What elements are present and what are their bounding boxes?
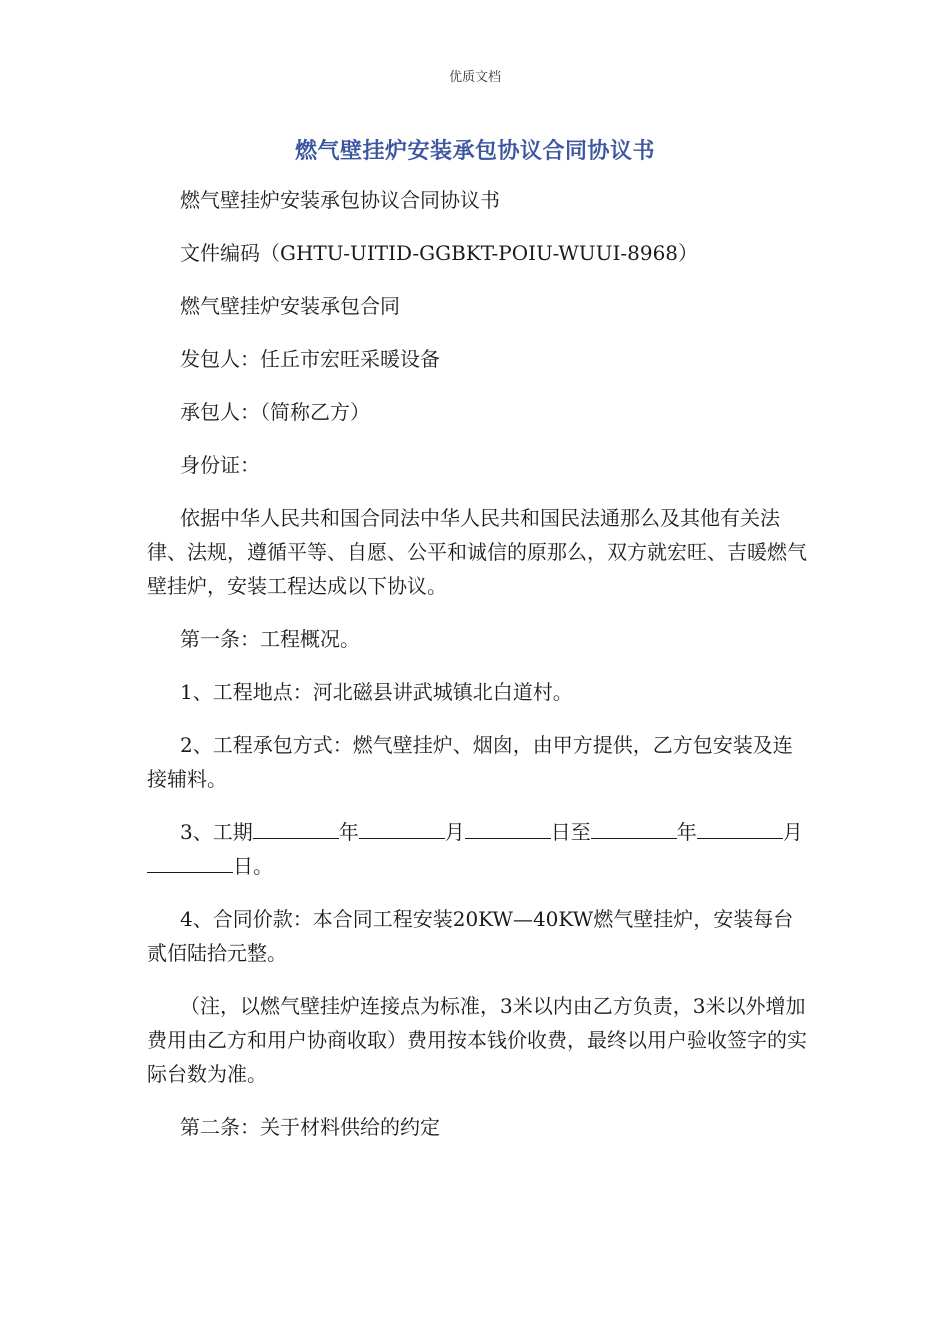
paragraph-subtitle: 燃气壁挂炉安装承包协议合同协议书 bbox=[180, 188, 500, 212]
blank-line bbox=[253, 818, 339, 839]
duration-year-1: 年 bbox=[338, 820, 359, 844]
duration-prefix: 3、工期 bbox=[180, 820, 253, 844]
document-title: 燃气壁挂炉安装承包协议合同协议书 bbox=[294, 138, 655, 164]
blank-line bbox=[697, 818, 783, 839]
paragraph-note: （注，以燃气壁挂炉连接点为标准，3米以内由乙方负责，3米以外增加费用由乙方和用户协商收取）费用按本钱价收费，最终以用户验收签字的实际台数为准。 bbox=[147, 994, 807, 1086]
paragraph-contract-method: 2、工程承包方式：燃气壁挂炉、烟囱，由甲方提供，乙方包安装及连接辅料。 bbox=[147, 733, 793, 791]
blank-line bbox=[147, 852, 233, 873]
paragraph-location: 1、工程地点：河北磁县讲武城镇北白道村。 bbox=[180, 680, 573, 704]
duration-month-2: 月 bbox=[782, 820, 803, 844]
duration-day-end: 日。 bbox=[233, 854, 273, 878]
duration-month-1: 月 bbox=[444, 820, 465, 844]
paragraph-employer: 发包人：任丘市宏旺采暖设备 bbox=[180, 347, 440, 371]
blank-line bbox=[465, 818, 551, 839]
page-header: 优质文档 bbox=[448, 70, 501, 85]
blank-line bbox=[359, 818, 445, 839]
blank-line bbox=[591, 818, 677, 839]
paragraph-id-card: 身份证： bbox=[180, 453, 260, 477]
duration-year-2: 年 bbox=[676, 820, 697, 844]
paragraph-contractor: 承包人：（简称乙方） bbox=[180, 400, 370, 424]
paragraph-article-one: 第一条：工程概况。 bbox=[180, 627, 360, 651]
paragraph-basis: 依据中华人民共和国合同法中华人民共和国民法通那么及其他有关法律、法规，遵循平等、自愿、公平和诚信的原那么，双方就宏旺、吉暖燃气壁挂炉，安装工程达成以下协议。 bbox=[147, 506, 807, 598]
paragraph-article-two: 第二条：关于材料供给的约定 bbox=[180, 1115, 440, 1139]
paragraph-file-code: 文件编码（GHTU-UITID-GGBKT-POIU-WUUI-8968） bbox=[180, 241, 699, 265]
document-body bbox=[147, 183, 807, 1163]
paragraph-contract-name: 燃气壁挂炉安装承包合同 bbox=[180, 294, 400, 318]
paragraph-duration bbox=[147, 815, 807, 883]
duration-day-to: 日至 bbox=[550, 820, 591, 844]
paragraph-price: 4、合同价款：本合同工程安装20KW—40KW燃气壁挂炉，安装每台贰佰陆拾元整。 bbox=[147, 907, 794, 965]
